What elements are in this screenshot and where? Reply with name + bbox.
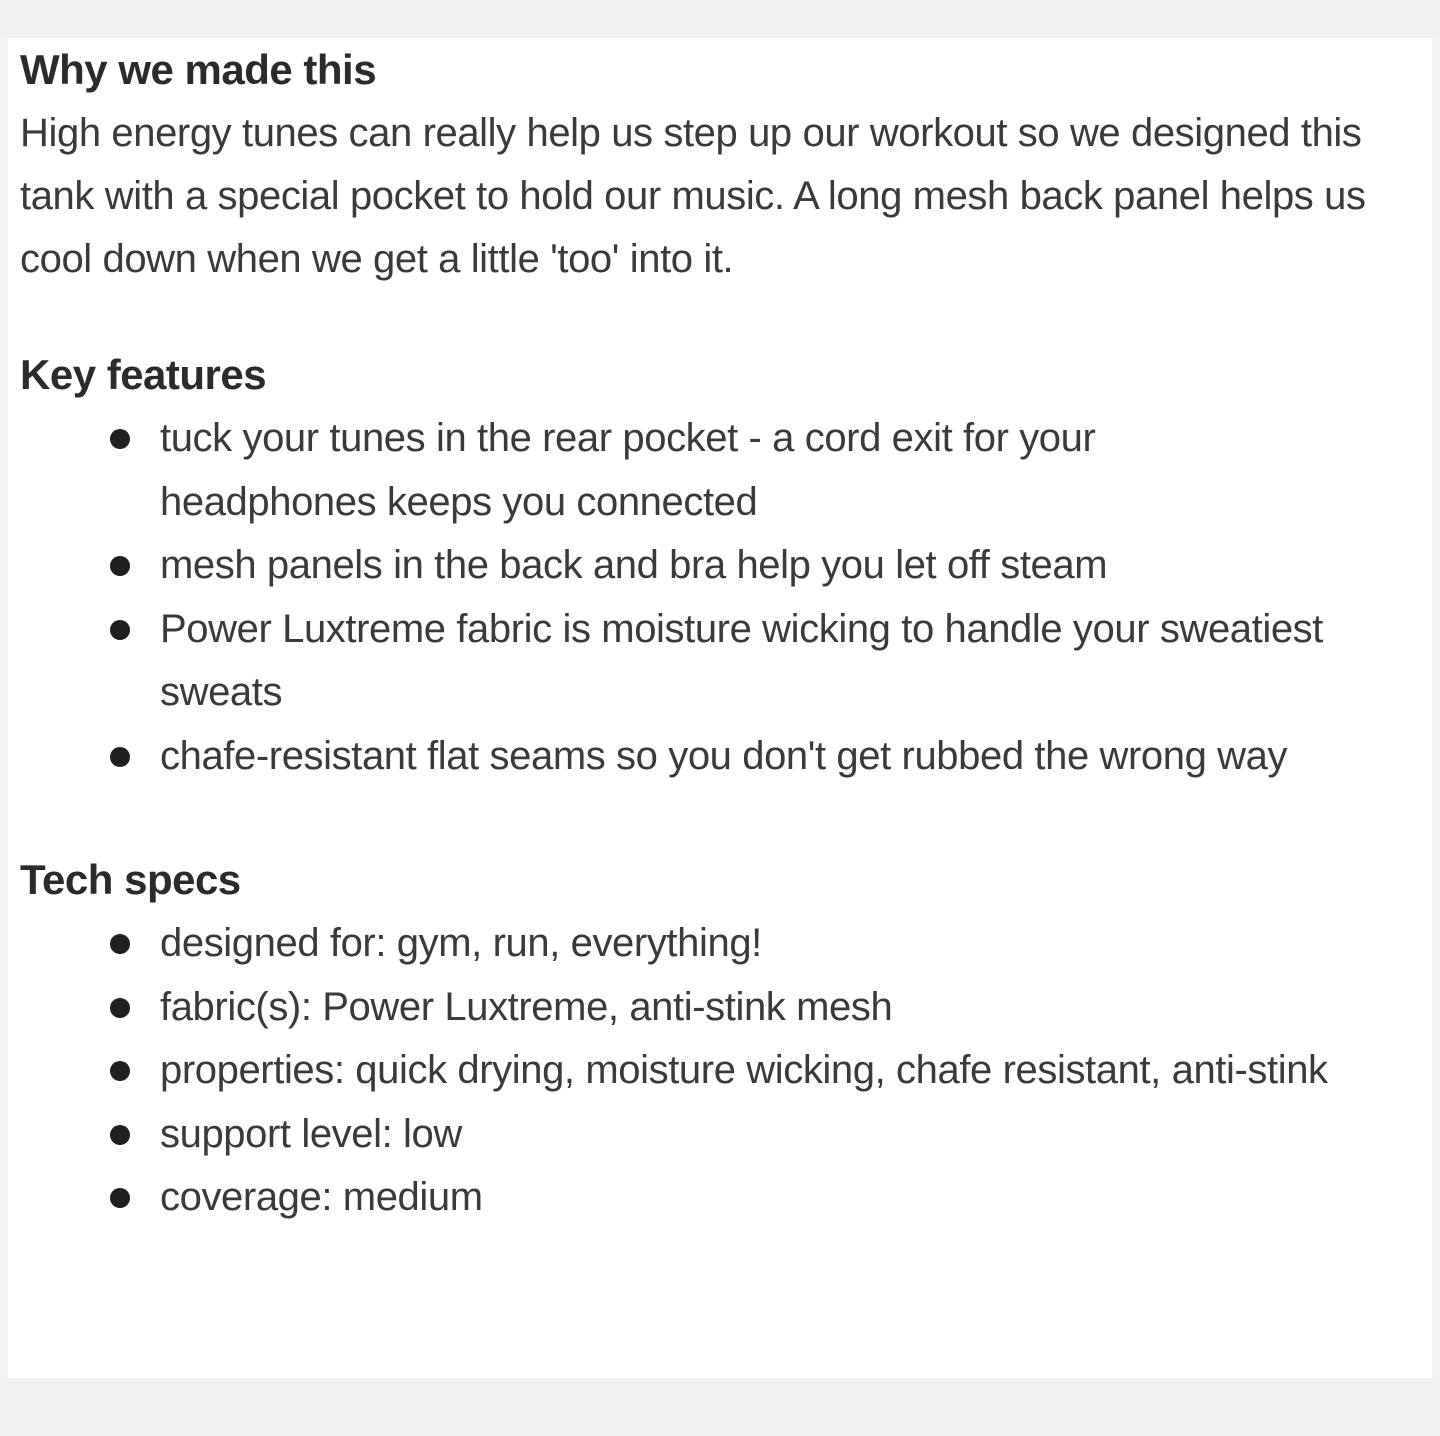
list-item-text: tuck your tunes in the rear pocket - a cord exit for your headphones keeps you connected	[160, 416, 1096, 524]
list-item	[20, 1166, 1422, 1230]
list-item-text: coverage: medium	[160, 1175, 483, 1219]
list-item	[20, 976, 1422, 1040]
section-title-specs: Tech specs	[20, 856, 241, 903]
section-title-features: Key features	[20, 351, 267, 398]
features-list	[20, 407, 1422, 788]
bullet-icon	[110, 998, 130, 1018]
list-item	[20, 407, 1290, 534]
specs-list	[20, 912, 1422, 1230]
bottom-margin	[0, 1378, 1440, 1436]
bullet-icon	[110, 620, 130, 640]
why-description: High energy tunes can really help us step up our workout so we designed this tank with a special pocket to hold our music. A long mesh back panel helps us cool down when we get a little 'too' into it.	[20, 111, 1366, 281]
list-item	[20, 534, 1422, 598]
list-item-text: fabric(s): Power Luxtreme, anti-stink mesh	[160, 984, 893, 1029]
bullet-icon	[110, 556, 130, 576]
bullet-icon	[110, 1125, 130, 1145]
bullet-icon	[110, 747, 130, 767]
list-item	[20, 1103, 1422, 1167]
list-item-text: properties: quick drying, moisture wicking, chafe resistant, anti-stink	[160, 1048, 1328, 1092]
list-item-text: chafe-resistant flat seams so you don't get rubbed the wrong way	[160, 733, 1288, 778]
bullet-icon	[110, 1061, 130, 1081]
product-description	[8, 38, 1432, 1378]
tech-specs-section	[20, 848, 1422, 1230]
list-item-text: mesh panels in the back and bra help you let off steam	[160, 543, 1108, 587]
list-item-text: designed for: gym, run, everything!	[160, 921, 762, 965]
why-we-made-this-section	[20, 38, 1422, 291]
bullet-icon	[110, 1188, 130, 1208]
key-features-section	[20, 343, 1422, 788]
list-item	[20, 1039, 1380, 1103]
list-item-text: Power Luxtreme fabric is moisture wicking to handle your sweatiest sweats	[160, 606, 1323, 714]
top-margin	[0, 0, 1440, 38]
list-item	[20, 598, 1360, 725]
bullet-icon	[110, 429, 130, 449]
section-title-why: Why we made this	[20, 46, 377, 93]
list-item	[20, 725, 1420, 789]
list-item	[20, 912, 1422, 976]
bullet-icon	[110, 934, 130, 954]
list-item-text: support level: low	[160, 1111, 462, 1156]
